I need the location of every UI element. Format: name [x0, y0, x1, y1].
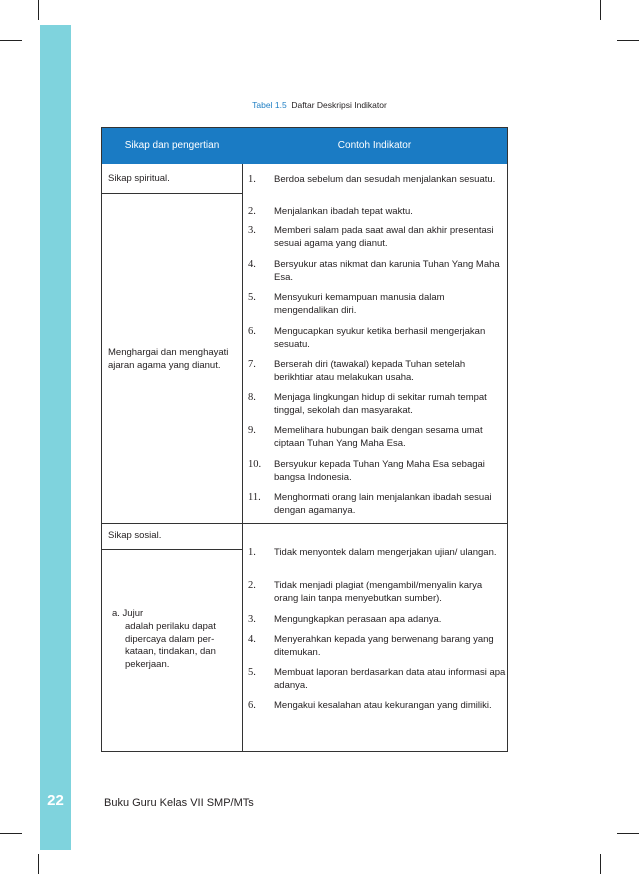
crop-mark	[600, 854, 601, 874]
list-item: 2. Tidak menjadi plagiat (mengambil/menyalin karya orang lain tanpa menyebutkan sumber).	[248, 580, 483, 604]
crop-mark	[38, 0, 39, 20]
list-item: 6. Mengakui kesalahan atau kekurangan yang dimiliki.	[248, 700, 492, 711]
list-item: 1. Tidak menyontek dalam mengerjakan ujian/ ulangan.	[248, 547, 497, 558]
list-item: 3. Mengungkapkan perasaan apa adanya.	[248, 614, 442, 625]
section-spiritual: Sikap spiritual.	[108, 173, 170, 184]
jujur-description: adalah perilaku dapat dipercaya dalam per-kataan, tindakan, dan pekerjaan.	[125, 621, 216, 670]
list-item: 2. Menjalankan ibadah tepat waktu.	[248, 206, 413, 217]
page-sidebar	[40, 25, 71, 850]
crop-mark	[600, 0, 601, 20]
list-item: 9. Memelihara hubungan baik dengan sesama umat ciptaan Tuhan Yang Maha Esa.	[248, 425, 483, 449]
indicator-table	[101, 127, 508, 752]
table-header	[102, 128, 507, 164]
crop-mark	[38, 854, 39, 874]
row-divider	[102, 549, 242, 550]
book-title: Buku Guru Kelas VII SMP/MTs	[104, 797, 254, 809]
row-divider	[102, 193, 242, 194]
row-divider	[102, 523, 507, 524]
caption-title: Daftar Deskripsi Indikator	[291, 100, 387, 110]
crop-mark	[0, 40, 22, 41]
header-indikator: Contoh Indikator	[337, 140, 412, 151]
list-item: 4. Menyerahkan kepada yang berwenang barang yang ditemukan.	[248, 634, 494, 658]
column-divider	[242, 164, 243, 751]
spiritual-description: Menghargai dan menghayati ajaran agama yang dianut.	[108, 347, 229, 371]
crop-mark	[0, 833, 22, 834]
jujur-label: a. Jujur	[112, 608, 144, 619]
header-sikap: Sikap dan pengertian	[124, 140, 220, 151]
caption-number: Tabel 1.5	[252, 100, 287, 110]
list-item: 5. Mensyukuri kemampuan manusia dalam mengendalikan diri.	[248, 292, 445, 316]
list-item: 10. Bersyukur kepada Tuhan Yang Maha Esa sebagai bangsa Indonesia.	[248, 459, 485, 483]
list-item: 1. Berdoa sebelum dan sesudah menjalankan sesuatu.	[248, 174, 496, 185]
section-sosial: Sikap sosial.	[108, 530, 162, 541]
list-item: 3. Memberi salam pada saat awal dan akhir presentasi sesuai agama yang dianut.	[248, 225, 494, 249]
list-item: 6. Mengucapkan syukur ketika berhasil mengerjakan sesuatu.	[248, 326, 486, 350]
list-item: 4. Bersyukur atas nikmat dan karunia Tuhan Yang Maha Esa.	[248, 259, 500, 283]
crop-mark	[617, 833, 639, 834]
table-caption	[0, 100, 639, 110]
crop-mark	[617, 40, 639, 41]
list-item: 7. Berserah diri (tawakal) kepada Tuhan setelah berikhtiar atau melakukan usaha.	[248, 359, 466, 383]
page-number: 22	[47, 792, 64, 809]
list-item: 11. Menghormati orang lain menjalankan ibadah sesuai dengan agamanya.	[248, 492, 492, 516]
list-item: 5. Membuat laporan berdasarkan data atau informasi apa adanya.	[248, 667, 506, 691]
list-item: 8. Menjaga lingkungan hidup di sekitar rumah tempat tinggal, sekolah dan masyarakat.	[248, 392, 487, 416]
